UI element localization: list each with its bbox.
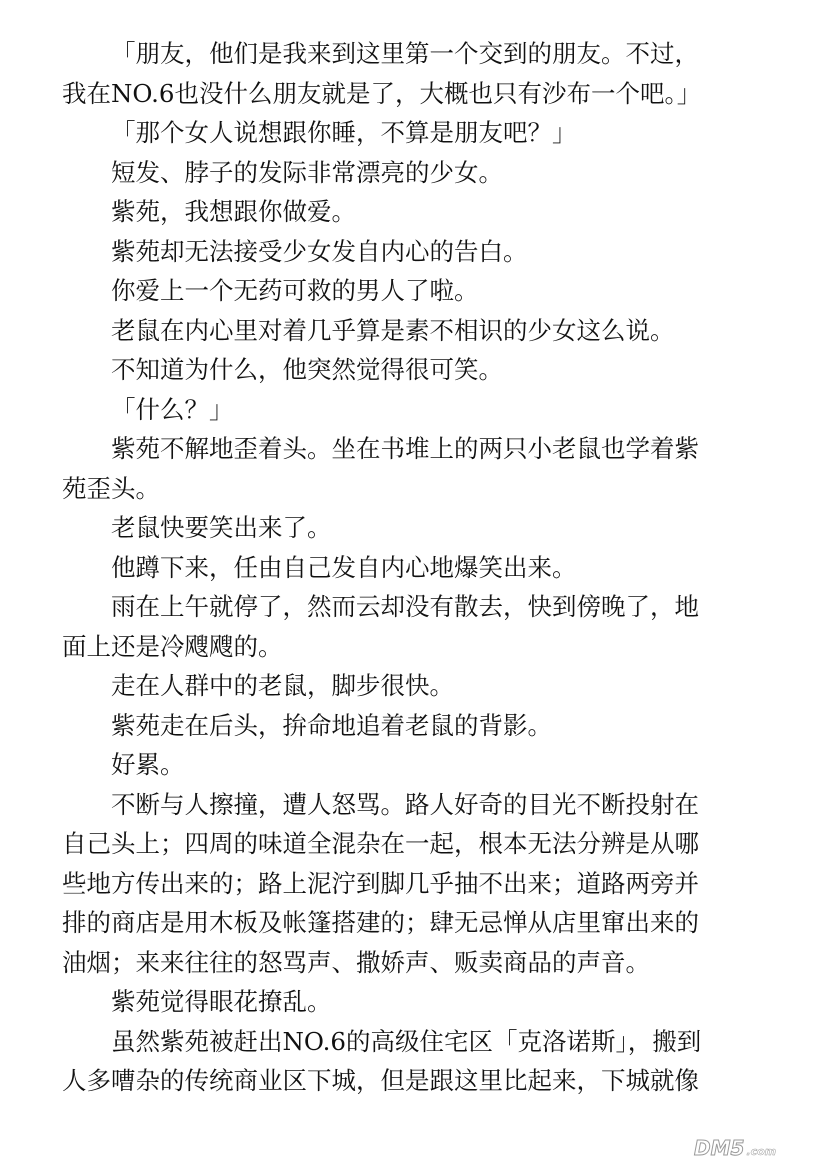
paragraph bbox=[62, 113, 752, 153]
text-line: 虽然紫苑被赶出NO.6的高级住宅区「克洛诺斯」，搬到 bbox=[111, 1026, 702, 1056]
paragraph bbox=[62, 34, 752, 113]
text-line: 面上还是冷飕飕的。 bbox=[62, 631, 283, 661]
paragraph bbox=[62, 508, 752, 548]
text-line: 紫苑却无法接受少女发自内心的告白。 bbox=[111, 236, 528, 266]
paragraph bbox=[62, 350, 752, 390]
text-line: 他蹲下来，任由自己发自内心地爆笑出来。 bbox=[111, 552, 577, 582]
paragraph bbox=[62, 745, 752, 785]
text-line: 自己头上；四周的味道全混杂在一起，根本无法分辨是从哪 bbox=[62, 829, 699, 858]
paragraph bbox=[62, 271, 752, 311]
page-body bbox=[62, 34, 752, 1101]
paragraph bbox=[62, 982, 752, 1022]
text-line: 好累。 bbox=[111, 750, 185, 779]
text-line: 我在NO.6也没什么朋友就是了，大概也只有沙布一个吧。」 bbox=[62, 78, 702, 108]
text-line: 不断与人擦撞，遭人怒骂。路人好奇的目光不断投射在 bbox=[111, 789, 699, 819]
watermark-suffix: .com bbox=[746, 1144, 777, 1158]
paragraph bbox=[62, 785, 752, 983]
site-watermark bbox=[694, 1135, 814, 1161]
paragraph bbox=[62, 587, 752, 666]
paragraph bbox=[62, 548, 752, 588]
text-line: 紫苑觉得眼花撩乱。 bbox=[111, 987, 332, 1016]
paragraph bbox=[62, 390, 752, 430]
text-line: 「朋友，他们是我来到这里第一个交到的朋友。不过， bbox=[111, 39, 699, 68]
text-line: 人多嘈杂的传统商业区下城，但是跟这里比起来，下城就像 bbox=[62, 1066, 699, 1095]
paragraph bbox=[62, 429, 752, 508]
text-line: 不知道为什么，他突然觉得很可笑。 bbox=[111, 355, 503, 384]
text-line: 「那个女人说想跟你睡，不算是朋友吧？」 bbox=[111, 118, 577, 147]
paragraph bbox=[62, 232, 752, 272]
text-column bbox=[62, 34, 752, 1101]
text-line: 紫苑不解地歪着头。坐在书堆上的两只小老鼠也学着紫 bbox=[111, 434, 699, 463]
text-line: 紫苑走在后头，拚命地追着老鼠的背影。 bbox=[111, 710, 552, 740]
text-line: 「什么？」 bbox=[111, 394, 234, 424]
paragraph bbox=[62, 192, 752, 232]
paragraph bbox=[62, 153, 752, 193]
text-line: 油烟；来来往往的怒骂声、撒娇声、贩卖商品的声音。 bbox=[62, 947, 650, 977]
paragraph bbox=[62, 311, 752, 351]
text-line: 老鼠在内心里对着几乎算是素不相识的少女这么说。 bbox=[111, 315, 675, 345]
watermark-brand: DM5 bbox=[694, 1136, 745, 1160]
text-line: 排的商店是用木板及帐篷搭建的；肆无忌惮从店里窜出来的 bbox=[62, 908, 699, 937]
text-line: 短发、脖子的发际非常漂亮的少女。 bbox=[111, 157, 503, 187]
text-line: 雨在上午就停了，然而云却没有散去，快到傍晚了，地 bbox=[111, 592, 699, 621]
paragraph bbox=[62, 706, 752, 746]
text-line: 你爱上一个无药可救的男人了啦。 bbox=[111, 276, 479, 305]
text-line: 紫苑，我想跟你做爱。 bbox=[111, 197, 356, 226]
text-line: 苑歪头。 bbox=[62, 473, 160, 503]
paragraph bbox=[62, 666, 752, 706]
paragraph bbox=[62, 1022, 752, 1101]
text-line: 些地方传出来的；路上泥泞到脚几乎抽不出来；道路两旁并 bbox=[62, 868, 699, 898]
text-line: 老鼠快要笑出来了。 bbox=[111, 513, 332, 542]
text-line: 走在人群中的老鼠，脚步很快。 bbox=[111, 671, 454, 700]
